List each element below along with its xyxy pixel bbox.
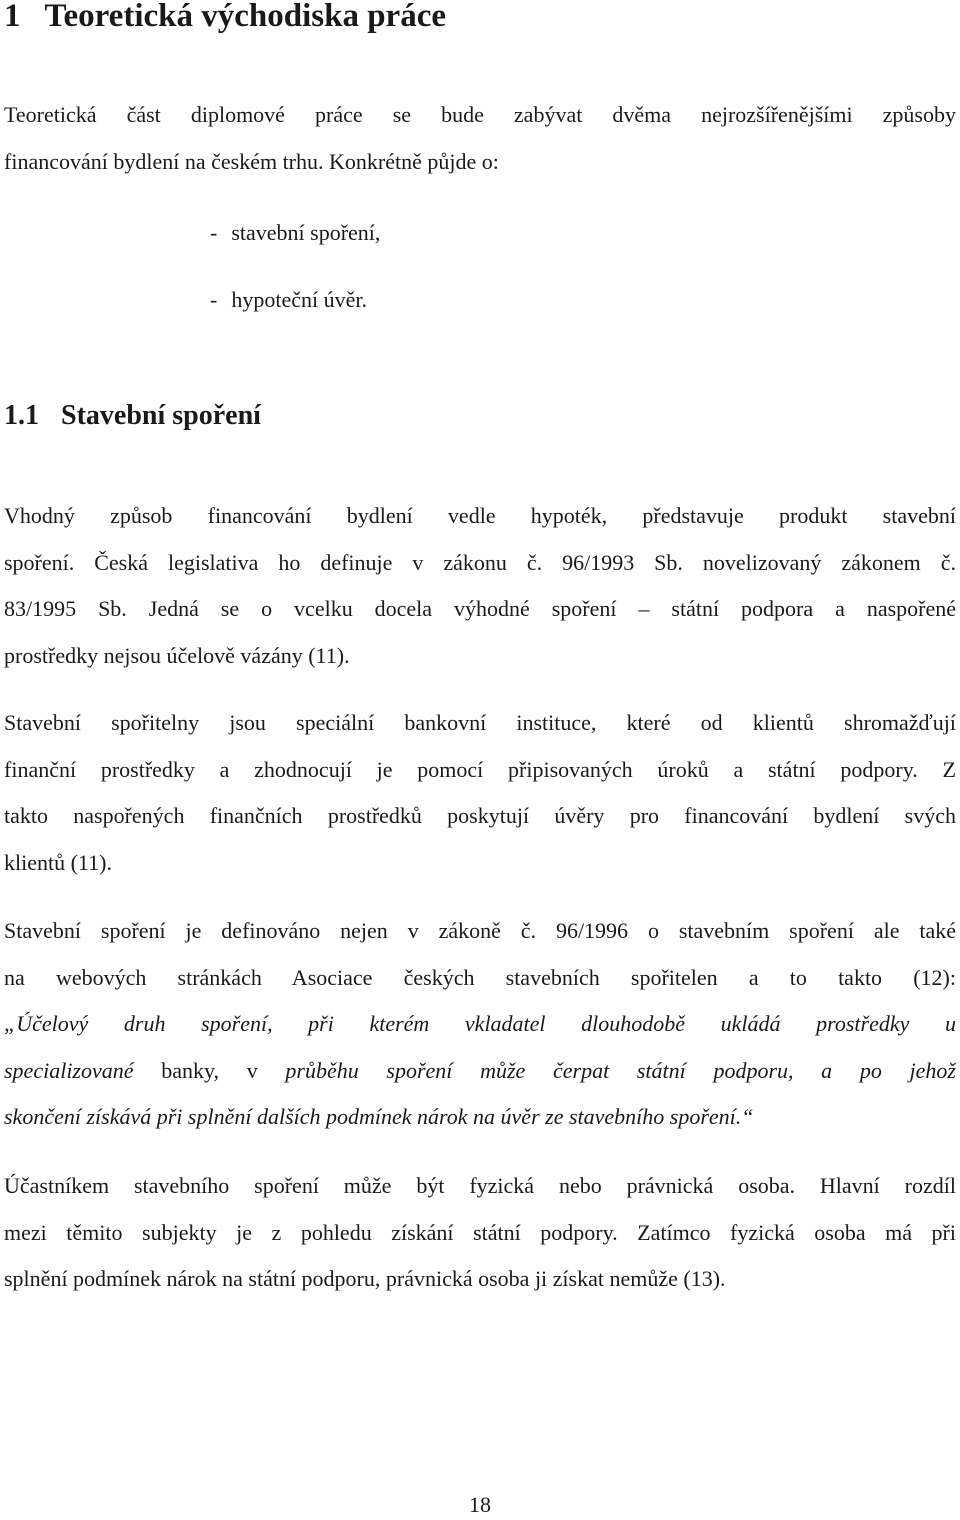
financing-list [210,210,380,344]
paragraph-4 [4,1163,956,1303]
section-title: Stavební spoření [61,400,261,431]
quote-text: průběhu spoření může čerpat státní podporu, a po jehož [285,1057,956,1083]
text-line: Účastníkem stavebního spoření může být fyzická nebo právnická osoba. Hlavní rozdíl [4,1173,956,1198]
text-line: finanční prostředky a zhodnocují je pomocí připisovaných úroků a státní podpory. Z [4,756,956,782]
chapter-heading [4,0,446,36]
text-line: Stavební spoření je definováno nejen v zákoně č. 96/1996 o stavebním spoření ale také [4,918,956,943]
list-item [210,277,380,344]
quote-text: skončení získává při splnění dalších podmínek nárok na úvěr ze stavebního spoření.“ [4,1104,754,1130]
quote-text: „Účelový druh spoření, při kterém vkladatel dlouhodobě ukládá prostředky u [4,1011,956,1037]
text-line: spoření. Česká legislativa ho definuje v zákonu č. 96/1993 Sb. novelizovaný zákonem č. [4,549,956,575]
list-dash: - [210,287,218,312]
section-number: 1.1 [4,400,39,431]
quote-line [4,1094,956,1141]
text-line: 83/1995 Sb. Jedná se o vcelku docela výhodné spoření – státní podpora a naspořené [4,596,956,622]
text-line: prostředky nejsou účelově vázány (11). [4,642,350,668]
text-line: splnění podmínek nárok na státní podporu, právnická osoba ji získat nemůže (13). [4,1266,726,1292]
quote-line [4,1001,956,1048]
text-line: klientů (11). [4,849,112,875]
text-line: takto naspořených finančních prostředků poskytují úvěry pro financování bydlení svých [4,803,956,829]
list-item-text: stavební spoření, [231,220,381,245]
text-line: Stavební spořitelny jsou speciální bankovní instituce, které od klientů shromažďují [4,710,956,735]
quote-line [4,1048,956,1095]
text-line: Vhodný způsob financování bydlení vedle hypoték, představuje produkt stavební [4,503,956,528]
paragraph-2 [4,700,956,886]
paragraph-1 [4,493,956,679]
text-line: na webových stránkách Asociace českých stavebních spořitelen a to takto (12): [4,964,956,990]
quote-text: specializované [4,1057,134,1083]
chapter-number: 1 [4,0,21,34]
section-heading [4,396,261,436]
list-item [210,210,380,277]
intro-paragraph [4,92,956,185]
text-line: mezi těmito subjekty je z pohledu získání státní podpory. Zatímco fyzická osoba má při [4,1219,956,1245]
list-item-text: hypoteční úvěr. [231,287,367,312]
plain-text: banky, v [133,1057,286,1083]
intro-line-1: Teoretická část diplomové práce se bude zabývat dvěma nejrozšířenějšími způsoby [4,102,956,127]
chapter-title: Teoretická východiska práce [44,0,446,34]
paragraph-3 [4,908,956,1141]
page-number: 18 [469,1492,491,1517]
list-dash: - [210,220,218,245]
intro-line-2: financování bydlení na českém trhu. Konkrétně půjde o: [4,148,499,174]
